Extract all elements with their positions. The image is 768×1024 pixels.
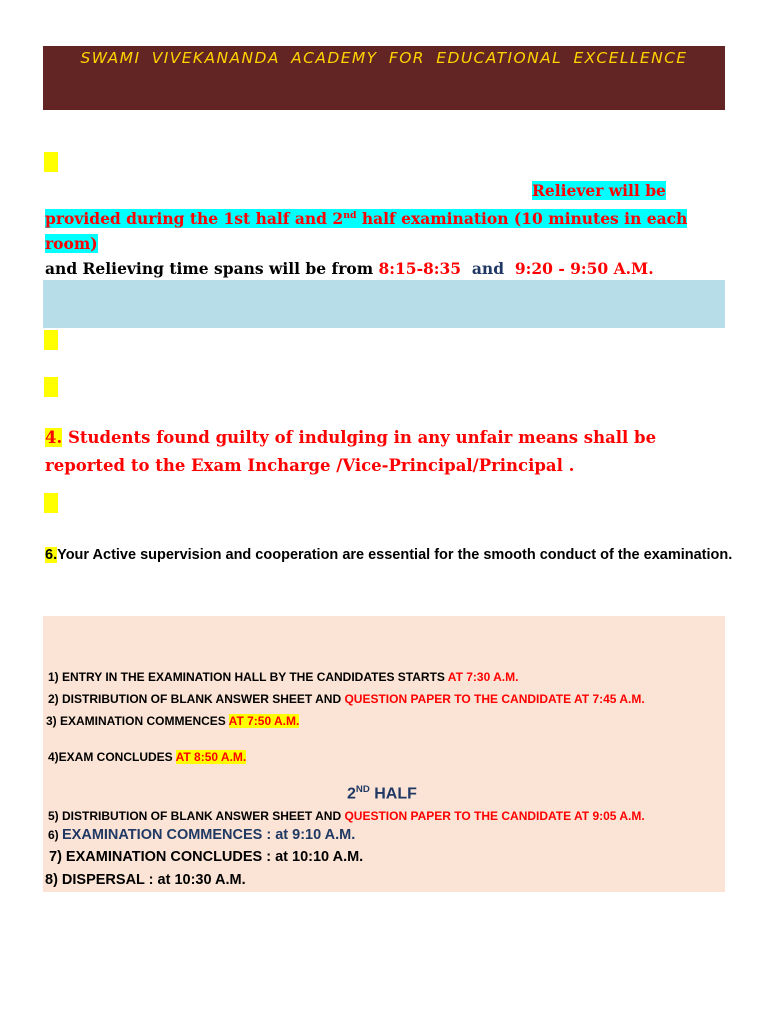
reliever-text-1: Reliever will be	[532, 181, 666, 200]
schedule-row-2: 2) DISTRIBUTION OF BLANK ANSWER SHEET AND QUESTION PAPER TO THE CANDIDATE AT 7:45 A.M.	[48, 692, 645, 706]
highlight-marker	[44, 330, 58, 350]
schedule-row-5: 5) DISTRIBUTION OF BLANK ANSWER SHEET AND QUESTION PAPER TO THE CANDIDATE AT 9:05 A.M.	[48, 809, 645, 823]
highlight-marker	[44, 377, 58, 397]
schedule-row-8: 8) DISPERSAL : at 10:30 A.M.	[45, 872, 246, 888]
point-6	[45, 542, 735, 568]
relieving-time-line: and Relieving time spans will be from 8:15-8:35 and 9:20 - 9:50 A.M.	[45, 259, 654, 279]
schedule-box	[43, 616, 725, 892]
second-half-heading: 2ND HALF	[347, 784, 417, 803]
point-4-number: 4.	[45, 428, 63, 447]
schedule-row-1: 1) ENTRY IN THE EXAMINATION HALL BY THE CANDIDATES STARTS AT 7:30 A.M.	[48, 670, 519, 684]
highlight-marker	[44, 493, 58, 513]
schedule-row-6: 6) EXAMINATION COMMENCES : at 9:10 A.M.	[48, 827, 356, 843]
point-4-text: Students found guilty of indulging in any unfair means shall be reported to the Exam Incharge /Vice-Principal/Principal .	[45, 428, 657, 475]
header-banner	[43, 46, 725, 110]
page-title: SWAMI VIVEKANANDA ACADEMY FOR EDUCATIONAL EXCELLENCE	[80, 49, 688, 67]
reliever-text-2: provided during the 1st half and 2nd half examination (10 minutes in each room)	[45, 209, 688, 254]
blue-band	[43, 280, 725, 328]
point-6-text: Your Active supervision and cooperation are essential for the smooth conduct of the examination.	[57, 547, 733, 563]
highlight-marker	[44, 152, 58, 172]
point-6-number: 6.	[45, 547, 58, 563]
schedule-row-3: 3) EXAMINATION COMMENCES AT 7:50 A.M.	[46, 714, 300, 728]
schedule-row-4: 4)EXAM CONCLUDES AT 8:50 A.M.	[48, 750, 247, 764]
schedule-row-7: 7) EXAMINATION CONCLUDES : at 10:10 A.M.	[49, 849, 364, 865]
point-4	[45, 424, 735, 480]
